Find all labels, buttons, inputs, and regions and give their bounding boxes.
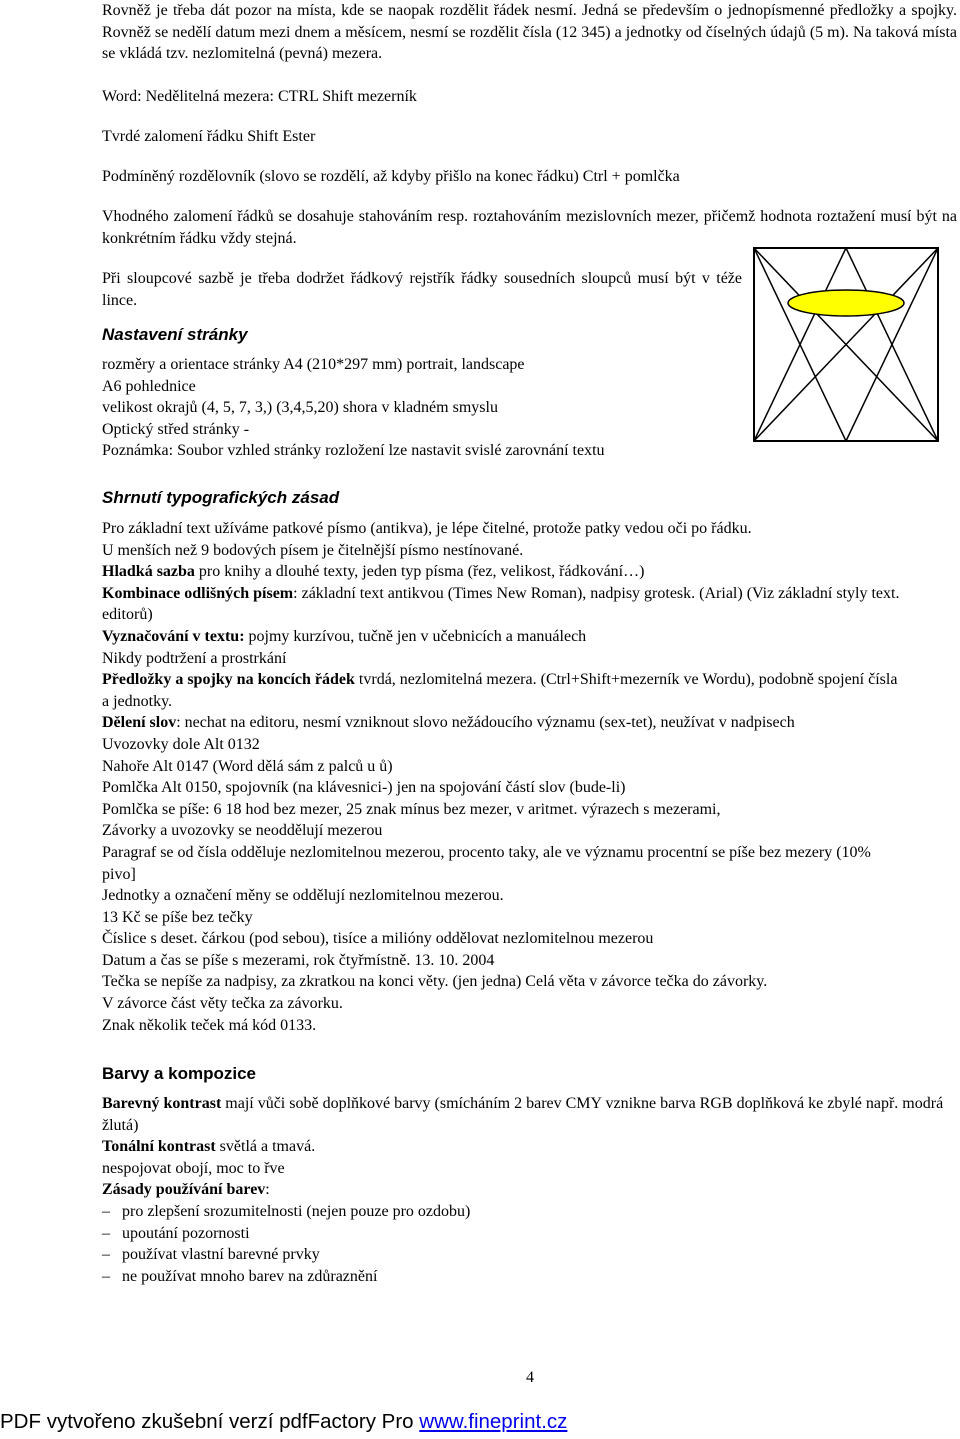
dash-bullet: – (102, 1203, 110, 1220)
rule-text: : (265, 1181, 270, 1199)
rule-term: Zásady používání barev (102, 1181, 266, 1199)
rule-line: Jednotky a označení měny se oddělují nezlomitelnou mezerou. (102, 887, 504, 905)
rule-line: Nikdy podtržení a prostrkání (102, 649, 287, 667)
optical-center-ellipse (788, 290, 904, 316)
rule-text: pro knihy a dlouhé texty, jeden typ písma (řez, velikost, řádkování…) (194, 563, 645, 581)
footer-text: PDF vytvořeno zkušební verzí pdfFactory Pro (0, 1410, 420, 1433)
page-setup-line: Poznámka: Soubor vzhled stránky rozložení lze nastavit svislé zarovnání textu (102, 442, 605, 460)
rule-line: Uvozovky dole Alt 0132 (102, 735, 260, 753)
rule-term: Vyznačování v textu: (102, 627, 245, 645)
rule-line (102, 669, 902, 712)
dash-bullet: – (102, 1224, 110, 1242)
pdf-footer (0, 1410, 567, 1434)
rule-line: Tečka se nepíše za nadpisy, za zkratkou na konci věty. (jen jedna) Celá věta v závorce tečka do závorky. (102, 973, 768, 991)
bullet-text: pro zlepšení srozumitelnosti (nejen pouze pro ozdobu) (122, 1203, 471, 1220)
rule-term: Předložky a spojky na koncích řádek (102, 671, 355, 689)
bullet-item (102, 1201, 470, 1223)
typography-rules-list (102, 518, 902, 1036)
section-heading-typography-summary: Shrnutí typografických zásad (102, 488, 340, 507)
rule-line: Datum a čas se píše s mezerami, rok čtyřmístně. 13. 10. 2004 (102, 951, 495, 969)
rule-term: Tonální kontrast (102, 1138, 216, 1156)
bullet-text: upoutání pozornosti (122, 1224, 250, 1242)
rule-line: Pomlčka se píše: 6 18 hod bez mezer, 25 znak mínus bez mezer, v aritmet. výrazech s mezerami, (102, 800, 721, 818)
rule-line: Závorky a uvozovky se neoddělují mezerou (102, 822, 383, 840)
rule-text: : základní text antikvou (Times New Roman), nadpisy grotesk. (Arial) (Viz základní styly text. editorů) (102, 584, 900, 624)
rule-line: Znak několik teček má kód 0133. (102, 1016, 317, 1034)
rule-text: světlá a tmavá. (215, 1138, 316, 1156)
colors-list (102, 1093, 952, 1201)
rule-line: Pomlčka Alt 0150, spojovník (na klávesnici-) jen na spojování částí slov (bude-li) (102, 779, 626, 797)
rule-line: Paragraf se od čísla odděluje nezlomitelnou mezerou, procento taky, ale ve významu procentní se píše bez mezery (10% pivo] (102, 843, 871, 883)
rule-line (102, 712, 902, 734)
page-setup-line: A6 pohlednice (102, 377, 196, 395)
page-setup-list (102, 354, 605, 462)
rule-text: pojmy kurzívou, tučně jen v učebnicích a manuálech (244, 627, 587, 645)
hard-break-line: Tvrdé zalomení řádku Shift Ester (102, 128, 316, 145)
rule-line (102, 583, 902, 626)
rule-line: Pro základní text užíváme patkové písmo (antikva), je lépe čitelné, protože patky vedou oči po řádku. (102, 520, 752, 537)
rule-line: Číslice s deset. čárkou (pod sebou), tisíce a milióny oddělovat nezlomitelnou mezerou (102, 930, 654, 948)
conditional-hyphen-line: Podmíněný rozdělovník (slovo se rozdělí, až kdyby přišlo na konec řádku) Ctrl + pomlčka (102, 168, 680, 185)
page-setup-line: rozměry a orientace stránky A4 (210*297 mm) portrait, landscape (102, 356, 525, 373)
color-rule-line: nespojovat obojí, moc to řve (102, 1159, 285, 1177)
rule-term: Hladká sazba (102, 563, 195, 581)
rule-term: Kombinace odlišných písem (102, 584, 294, 602)
bullet-text: používat vlastní barevné prvky (122, 1246, 320, 1264)
color-principles-list (102, 1201, 470, 1287)
line-break-paragraph: Vhodného zalomení řádků se dosahuje stahováním resp. roztahováním mezislovních mezer, přičemž hodnota roztažení musí být na konkrétním řádku vždy stejná. (102, 208, 957, 247)
rule-line: 13 Kč se píše bez tečky (102, 908, 253, 926)
dash-bullet: – (102, 1267, 110, 1285)
column-typesetting-paragraph: Při sloupcové sazbě je třeba dodržet řádkový rejstřík řádky sousedních sloupců musí být v téže lince. (102, 270, 742, 309)
bullet-text: ne používat mnoho barev na zdůraznění (122, 1267, 378, 1285)
page-setup-line: velikost okrajů (4, 5, 7, 3,) (3,4,5,20) shora v kladném smyslu (102, 399, 498, 417)
rule-line: U menších než 9 bodových písem je čitelnější písmo nestínované. (102, 541, 524, 559)
color-rule-line (102, 1093, 952, 1136)
rule-text: tvrdá, nezlomitelná mezera. (Ctrl+Shift+mezerník ve Wordu), podobně spojení čísla a jednotky. (102, 671, 898, 710)
rule-line (102, 561, 902, 583)
rule-text: : nechat na editoru, nesmí vzniknout slovo nežádoucího významu (sex-tet), neužívat v nadpisech (176, 714, 795, 732)
bullet-item (102, 1223, 470, 1245)
rule-term: Dělení slov (102, 714, 177, 732)
word-shortcut-line: Word: Nedělitelná mezera: CTRL Shift mezerník (102, 88, 417, 105)
rule-line: V závorce část věty tečka za závorku. (102, 995, 343, 1013)
intro-paragraph: Rovněž je třeba dát pozor na místa, kde se naopak rozdělit řádek nesmí. Jedná se především o jednopísmenné předložky a spojky. Rovněž se nedělí datum mezi dnem a měsícem, nesmí se rozdělit čísla (12 345) a jednotky od číselných údajů (5 m). Na taková místa se vkládá tzv. nezlomitelná (pevná) mezera. (102, 2, 957, 63)
rule-line (102, 626, 902, 648)
page-setup-line: Optický střed stránky - (102, 420, 250, 438)
bullet-item (102, 1266, 470, 1288)
footer-link[interactable]: www.fineprint.cz (419, 1410, 568, 1433)
section-heading-page-setup: Nastavení stránky (102, 325, 248, 344)
section-heading-colors: Barvy a kompozice (102, 1064, 257, 1083)
dash-bullet: – (102, 1246, 110, 1264)
bullet-item (102, 1244, 470, 1266)
color-rule-line (102, 1179, 952, 1201)
rule-text: mají vůči sobě doplňkové barvy (smícháním 2 barev CMY vznikne barva RGB doplňková ke zbylé např. modrá žlutá) (102, 1095, 944, 1134)
rule-term: Barevný kontrast (102, 1095, 222, 1112)
page-composition-figure (752, 246, 942, 444)
color-rule-line (102, 1136, 952, 1158)
rule-line: Nahoře Alt 0147 (Word dělá sám z palců u ů) (102, 757, 393, 775)
page-number: 4 (526, 1369, 534, 1386)
